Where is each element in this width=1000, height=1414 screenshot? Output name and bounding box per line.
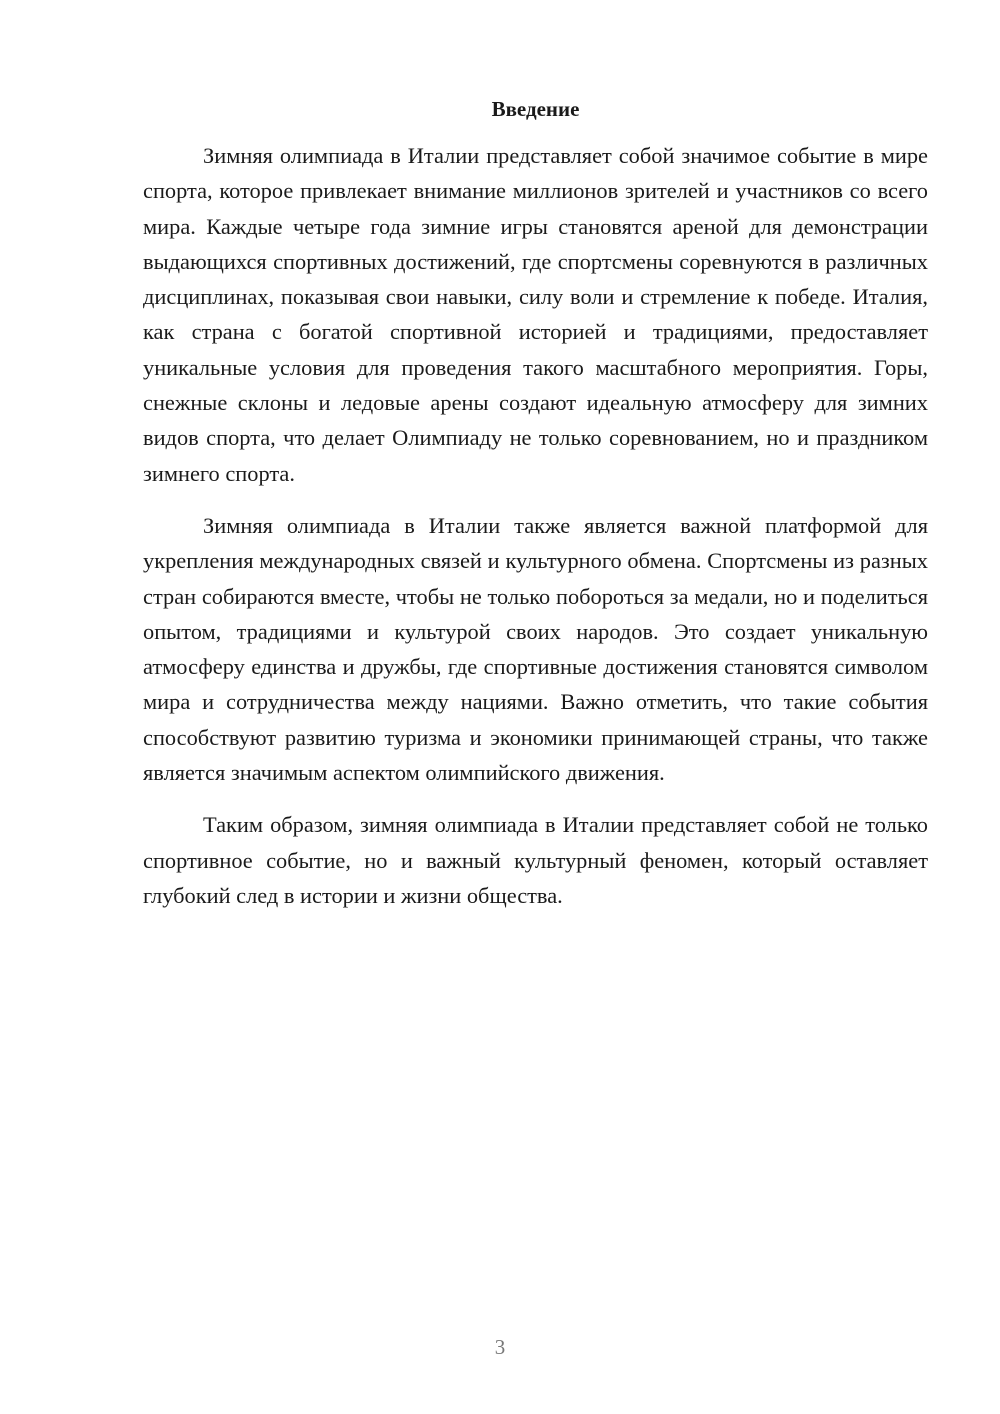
page-number: 3 [494, 1335, 506, 1359]
paragraph-3: Таким образом, зимняя олимпиада в Италии представляет собой не только спортивное событие, но и важный культурный феномен, который оставляет глубокий след в истории и жизни общества. [143, 812, 928, 908]
paragraph-2: Зимняя олимпиада в Италии также является важной платформой для укрепления международных связей и культурного обмена. Спортсмены из разных стран собираются вместе, чтобы не только побороться за медали, но и поделиться опытом, традициями и культурой своих народов. Это создает уникальную атмосферу единства и дружбы, где спортивные достижения становятся символом мира и сотрудничества между нациями. Важно отметить, что такие события способствуют развитию туризма и экономики принимающей страны, что также является значимым аспектом олимпийского движения. [143, 512, 928, 786]
section-heading: Введение [491, 97, 580, 121]
paragraph-1: Зимняя олимпиада в Италии представляет собой значимое событие в мире спорта, которое привлекает внимание миллионов зрителей и участников со всего мира. Каждые четыре года зимние игры становятся ареной для демонстрации выдающихся спортивных достижений, где спортсмены соревнуются в различных дисциплинах, показывая свои навыки, силу воли и стремление к победе. Италия, как страна с богатой спортивной историей и традициями, предоставляет уникальные условия для проведения такого масштабного мероприятия. Горы, снежные склоны и ледовые арены создают идеальную атмосферу для зимних видов спорта, что делает Олимпиаду не только соревнованием, но и праздником зимнего спорта. [143, 143, 928, 486]
page-content [143, 94, 928, 930]
